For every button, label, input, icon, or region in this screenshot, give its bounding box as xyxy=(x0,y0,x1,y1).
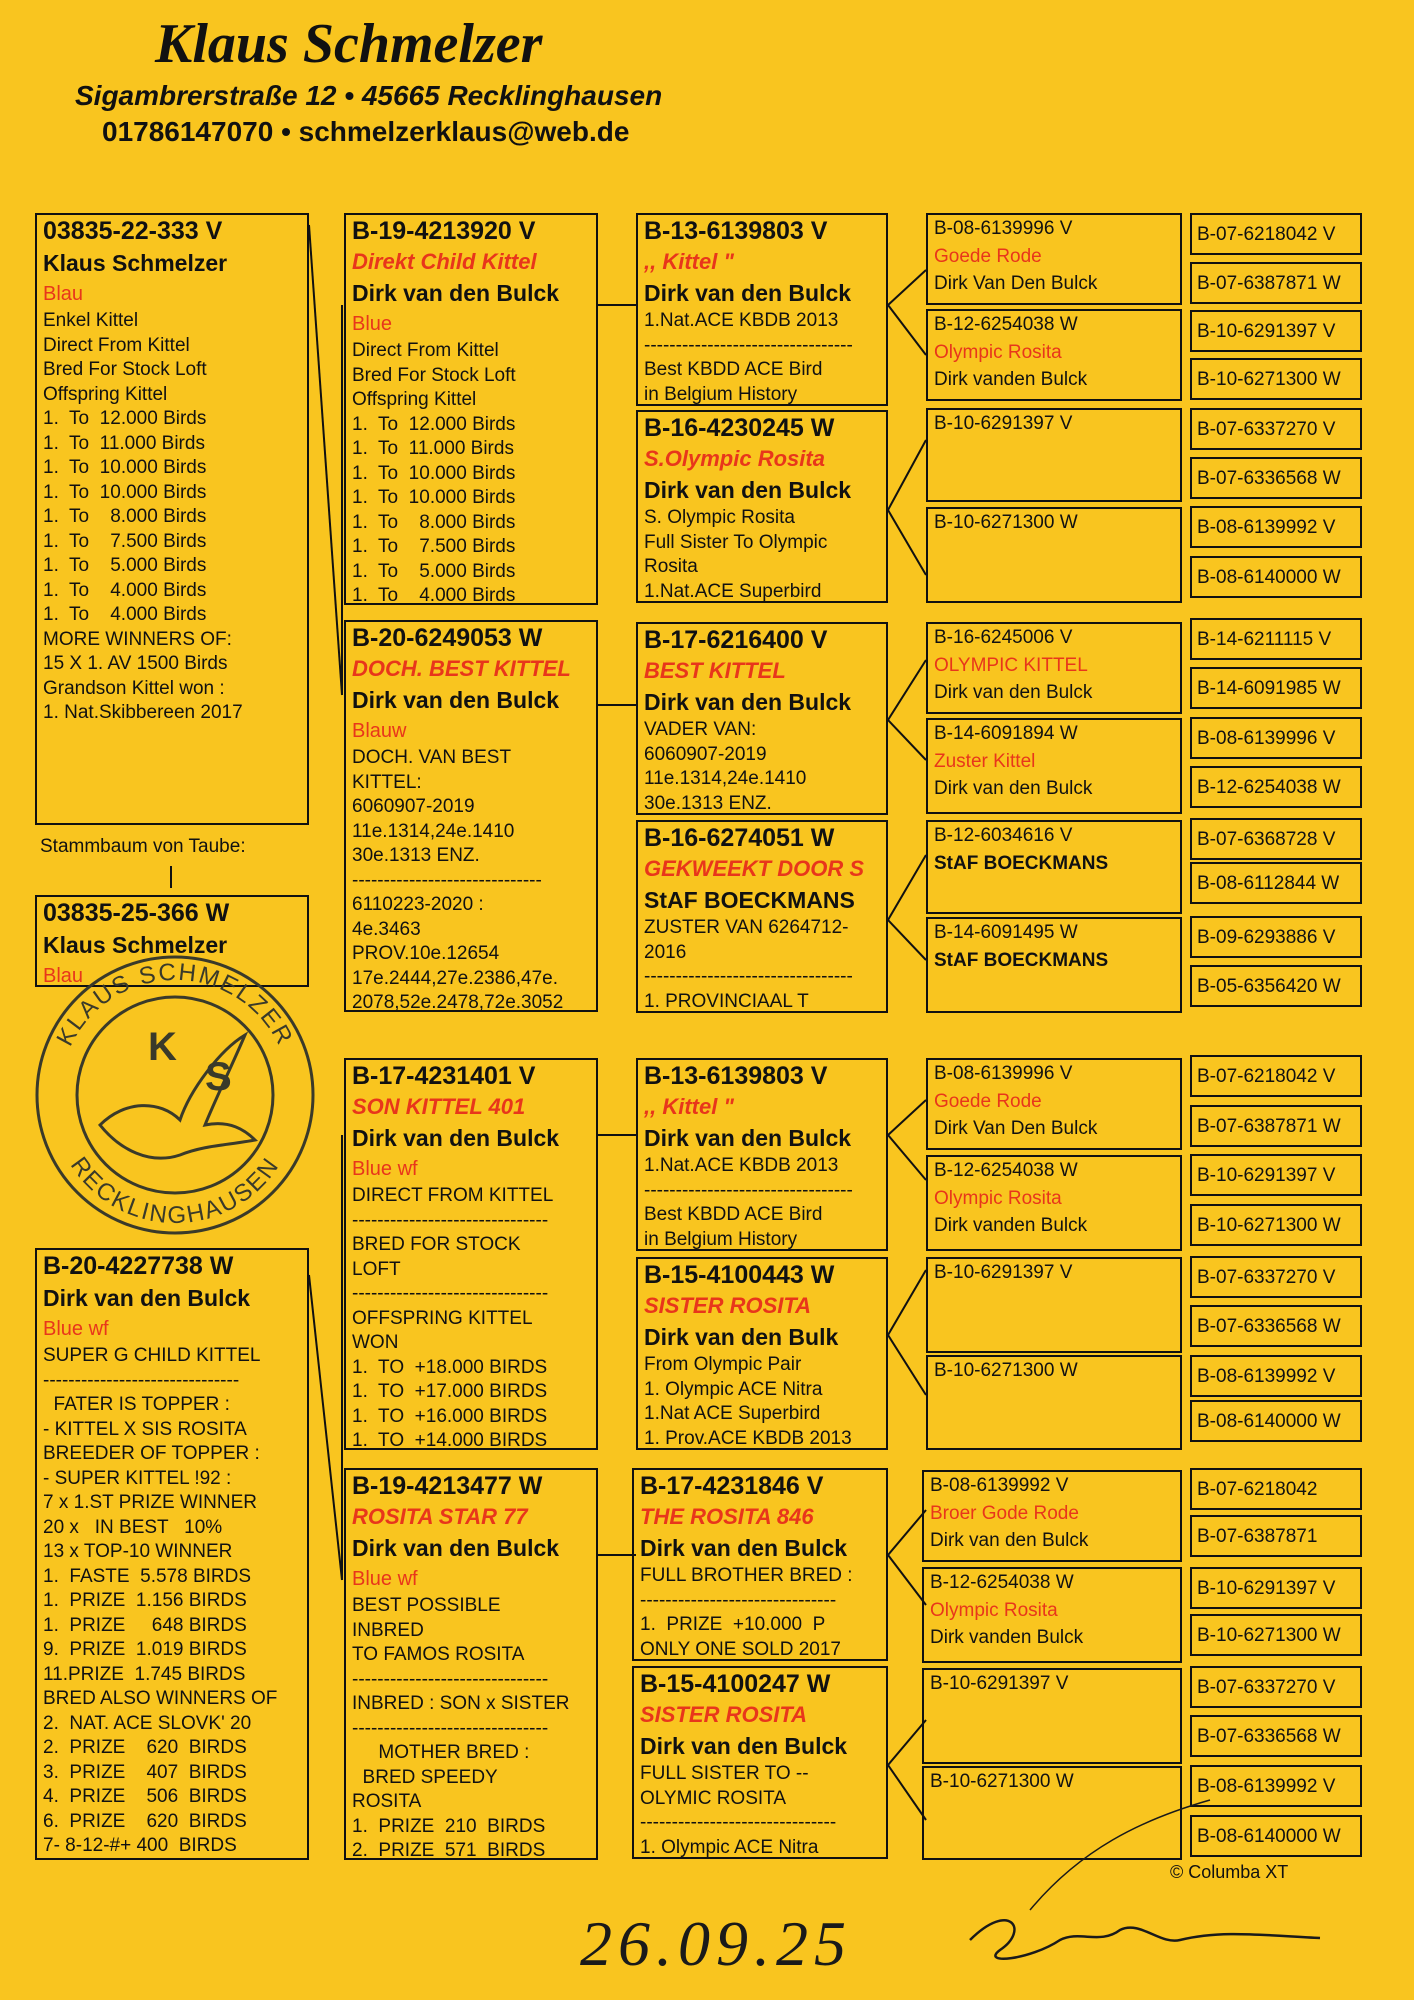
color: Blau xyxy=(43,965,84,987)
info-line: 6. PRIZE 620 BIRDS xyxy=(43,1810,247,1832)
bird-name: DOCH. BEST KITTEL xyxy=(352,656,571,681)
info-line: ZUSTER VAN 6264712- xyxy=(644,917,849,938)
info-line: ------------------------------- xyxy=(43,1369,240,1391)
info-line: INBRED xyxy=(352,1619,424,1641)
info-line: 20 x IN BEST 10% xyxy=(43,1516,223,1538)
breeder-name: Klaus Schmelzer xyxy=(155,13,543,75)
ring-number: B-13-6139803 V xyxy=(644,217,828,245)
signature-date: 26.09.25 xyxy=(580,1908,852,1979)
bird-name: GEKWEEKT DOOR S xyxy=(644,856,865,881)
ring-number: B-10-6291397 V xyxy=(934,413,1073,434)
info-line: TO FAMOS ROSITA xyxy=(352,1644,525,1665)
great-grandparent-box xyxy=(926,1257,1182,1353)
info-line: BREEDER OF TOPPER : xyxy=(43,1443,260,1464)
great-grandparent-box xyxy=(926,507,1182,603)
info-line: Grandson Kittel won : xyxy=(43,677,225,699)
color: Olympic Rosita xyxy=(934,1188,1062,1209)
info-line: 1. To 11.000 Birds xyxy=(352,438,514,459)
ring-number: B-13-6139803 V xyxy=(644,1062,828,1090)
info-line: 2078,52e.2478,72e.3052 xyxy=(352,992,564,1012)
handwritten-signature xyxy=(560,1780,1340,2000)
ancestor-ring: B-07-6336568 W xyxy=(1190,1305,1362,1347)
owner: Dirk vanden Bulck xyxy=(934,1215,1088,1236)
info-line: 1. To 12.000 Birds xyxy=(352,413,516,435)
info-line: 1. To 12.000 Birds xyxy=(43,408,207,429)
bird-name: S.Olympic Rosita xyxy=(644,446,825,471)
info-line: PROV.10e.12654 xyxy=(352,943,500,964)
ancestor-ring: B-08-6140000 W xyxy=(1190,1815,1362,1857)
info-line: 1. TO +14.000 BIRDS xyxy=(352,1430,548,1450)
info-line: Direct From Kittel xyxy=(352,340,499,361)
great-grandparent-box xyxy=(922,1470,1182,1562)
ancestor-ring: B-07-6337270 V xyxy=(1190,408,1362,450)
ring-number: B-10-6271300 W xyxy=(934,512,1078,533)
info-line: 3. PRIZE 407 BIRDS xyxy=(43,1761,247,1783)
ring-number: B-15-4100247 W xyxy=(640,1670,831,1698)
info-line: VADER VAN: xyxy=(644,719,757,740)
ancestor-ring: B-08-6140000 W xyxy=(1190,556,1362,598)
ring-number: B-17-6216400 V xyxy=(644,626,828,654)
pedigree-parent-box xyxy=(344,620,598,1012)
color: Goede Rode xyxy=(934,1091,1042,1112)
ring-number: B-16-4230245 W xyxy=(644,414,835,442)
info-line: 1. PRIZE +10.000 P xyxy=(640,1614,826,1635)
info-line: 9. PRIZE 1.019 BIRDS xyxy=(43,1639,247,1660)
ancestor-ring: B-08-6139992 V xyxy=(1190,1355,1362,1397)
color: Broer Gode Rode xyxy=(930,1503,1079,1524)
owner: Klaus Schmelzer xyxy=(43,932,228,958)
owner: Dirk van den Bulck xyxy=(43,1285,251,1311)
info-line: in Belgium History xyxy=(644,1228,798,1250)
owner: Dirk van den Bulck xyxy=(644,280,852,306)
owner: Dirk Van Den Bulck xyxy=(934,273,1098,294)
info-line: OLYMIC ROSITA xyxy=(640,1787,787,1809)
bird-name: BEST KITTEL xyxy=(644,658,786,683)
bird-name: SON KITTEL 401 xyxy=(352,1094,526,1119)
info-line: --------------------------------- xyxy=(644,966,853,987)
owner: Dirk van den Bulck xyxy=(644,689,852,715)
ancestor-ring: B-09-6293886 V xyxy=(1190,916,1362,958)
info-line: OFFSPRING KITTEL xyxy=(352,1307,533,1329)
owner: Dirk van den Bulck xyxy=(930,1530,1089,1551)
owner: Dirk van den Bulck xyxy=(644,477,852,503)
bird-name: ROSITA STAR 77 xyxy=(352,1504,528,1529)
great-grandparent-box xyxy=(922,1567,1182,1663)
info-line: 1. To 7.500 Birds xyxy=(43,530,207,552)
info-line: 11.PRIZE 1.745 BIRDS xyxy=(43,1663,246,1685)
copyright-notice: © Columba XT xyxy=(1170,1862,1289,1882)
info-line: BRED FOR STOCK xyxy=(352,1234,521,1255)
info-line: 30e.1313 ENZ. xyxy=(644,792,772,814)
info-line: ONLY ONE SOLD 2017 xyxy=(640,1638,842,1660)
info-line: 4. PRIZE 506 BIRDS xyxy=(43,1786,247,1807)
owner: Dirk van den Bulck xyxy=(640,1733,848,1759)
pedigree-parent-box xyxy=(344,213,598,605)
owner: Dirk van den Bulck xyxy=(352,687,560,713)
info-line: 1. PROVINCIAAL T xyxy=(644,990,809,1012)
info-line: 1. PRIZE 210 BIRDS xyxy=(352,1815,546,1837)
bird-name: Direkt Child Kittel xyxy=(352,249,537,274)
info-line: 1.Nat.ACE Superbird xyxy=(644,580,822,602)
info-line: ------------------------------- xyxy=(352,1283,549,1304)
info-line: 1.Nat.ACE KBDB 2013 xyxy=(644,1155,839,1176)
ancestor-ring: B-10-6291397 V xyxy=(1190,1567,1362,1609)
color: OLYMPIC KITTEL xyxy=(934,655,1088,676)
info-line: 1. Olympic ACE Nitra xyxy=(640,1836,819,1858)
info-line: 1. FASTE 5.578 BIRDS xyxy=(43,1565,252,1587)
great-grandparent-box xyxy=(926,718,1182,814)
owner: Dirk van den Bulck xyxy=(352,1535,560,1561)
owner: Dirk van den Bulck xyxy=(644,1125,852,1151)
info-line: ------------------------------- xyxy=(352,1717,549,1739)
info-line: 1. Prov.ACE KBDB 2013 xyxy=(644,1427,852,1449)
great-grandparent-box xyxy=(926,309,1182,401)
ancestor-ring: B-07-6336568 W xyxy=(1190,457,1362,499)
info-line: 11e.1314,24e.1410 xyxy=(352,820,515,842)
ancestor-ring: B-05-6356420 W xyxy=(1190,965,1362,1007)
info-line: Offspring Kittel xyxy=(352,389,477,410)
info-line: WON xyxy=(352,1332,399,1353)
color: Olympic Rosita xyxy=(934,342,1062,363)
ring-number: B-19-4213477 W xyxy=(352,1472,543,1500)
info-line: Best KBDD ACE Bird xyxy=(644,1204,823,1225)
owner: StAF BOECKMANS xyxy=(644,887,855,913)
ring-number: B-16-6245006 V xyxy=(934,627,1073,648)
owner: Klaus Schmelzer xyxy=(43,250,228,276)
info-line: ------------------------------- xyxy=(352,1209,549,1231)
bird-name: SISTER ROSITA xyxy=(640,1702,808,1727)
info-line: ROSITA xyxy=(352,1791,422,1812)
info-line: DIRECT FROM KITTEL xyxy=(352,1185,554,1206)
ring-number: B-17-4231846 V xyxy=(640,1472,824,1500)
pedigree-grandparent-box xyxy=(636,1257,888,1450)
owner: Dirk van den Bulck xyxy=(934,682,1093,703)
info-line: Enkel Kittel xyxy=(43,310,139,331)
seal-letter-k: K xyxy=(148,1025,177,1069)
ring-number: B-08-6139992 V xyxy=(930,1475,1069,1496)
color: Blue wf xyxy=(352,1158,418,1180)
ring-number: B-12-6034616 V xyxy=(934,825,1073,846)
info-line: 2. PRIZE 620 BIRDS xyxy=(43,1737,247,1758)
ancestor-ring: B-08-6140000 W xyxy=(1190,1400,1362,1442)
info-line: 1. TO +16.000 BIRDS xyxy=(352,1405,548,1427)
great-grandparent-box xyxy=(922,1668,1182,1764)
great-grandparent-box xyxy=(926,1058,1182,1150)
ancestor-ring: B-07-6337270 V xyxy=(1190,1666,1362,1708)
info-line: 15 X 1. AV 1500 Birds xyxy=(43,653,228,674)
pedigree-grandparent-box xyxy=(632,1468,888,1661)
color: Zuster Kittel xyxy=(934,751,1036,772)
info-line: Direct From Kittel xyxy=(43,334,190,356)
info-line: --------------------------------- xyxy=(644,1179,853,1201)
color: Goede Rode xyxy=(934,246,1042,267)
info-line: 11e.1314,24e.1410 xyxy=(644,768,807,789)
info-line: KITTEL: xyxy=(352,771,422,793)
seal-bottom-text: RECKLINGHAUSEN xyxy=(65,1152,285,1230)
info-line: 1. To 10.000 Birds xyxy=(43,481,207,503)
pedigree-grandparent-box xyxy=(636,213,888,406)
info-line: 1. To 11.000 Birds xyxy=(43,432,205,454)
ring-number: B-12-6254038 W xyxy=(934,1160,1078,1181)
owner: Dirk vanden Bulck xyxy=(930,1627,1084,1648)
ring-number: B-14-6091894 W xyxy=(934,723,1078,744)
info-line: Bred For Stock Loft xyxy=(352,364,516,386)
great-grandparent-box xyxy=(926,213,1182,305)
ring-number: B-14-6091495 W xyxy=(934,922,1078,943)
info-line: From Olympic Pair xyxy=(644,1354,802,1375)
pedigree-grandparent-box xyxy=(636,622,888,815)
info-line: 30e.1313 ENZ. xyxy=(352,845,480,866)
owner: Dirk van den Bulck xyxy=(934,778,1093,799)
info-line: 1.Nat.ACE KBDB 2013 xyxy=(644,310,839,331)
color: Blue wf xyxy=(352,1568,418,1590)
pedigree-parent-box xyxy=(344,1058,598,1450)
great-grandparent-box xyxy=(926,917,1182,1013)
info-line: 7- 8-12-#+ 400 BIRDS xyxy=(43,1835,237,1856)
ring-number: B-10-6291397 V xyxy=(930,1673,1069,1694)
ancestor-ring: B-07-6218042 V xyxy=(1190,213,1362,255)
stammbaum-label: Stammbaum von Taube: xyxy=(40,836,246,857)
info-line: FULL SISTER TO -- xyxy=(640,1763,809,1784)
ancestor-ring: B-14-6091985 W xyxy=(1190,667,1362,709)
info-line: 1. To 8.000 Birds xyxy=(43,506,207,527)
info-line: INBRED : SON x SISTER xyxy=(352,1693,570,1714)
bird-name: ,, Kittel " xyxy=(644,1094,734,1119)
color: Blue xyxy=(352,313,393,335)
ancestor-ring: B-07-6387871 W xyxy=(1190,262,1362,304)
ancestor-ring: B-07-6387871 W xyxy=(1190,1105,1362,1147)
owner: StAF BOECKMANS xyxy=(934,950,1109,971)
ancestor-ring: B-08-6139992 V xyxy=(1190,506,1362,548)
info-line: ------------------------------ xyxy=(352,869,542,891)
owner: Dirk Van Den Bulck xyxy=(934,1118,1098,1139)
breeder-contact: 01786147070 • schmelzerklaus@web.de xyxy=(102,116,630,147)
ring-number: B-12-6254038 W xyxy=(930,1572,1074,1593)
info-line: 1. TO +17.000 BIRDS xyxy=(352,1381,548,1402)
info-line: MORE WINNERS OF: xyxy=(43,628,232,650)
ring-number: B-20-6249053 W xyxy=(352,624,543,652)
info-line: --------------------------------- xyxy=(644,334,853,356)
info-line: 1. Nat.Skibbereen 2017 xyxy=(43,702,243,723)
info-line: 1. To 4.000 Birds xyxy=(43,604,207,625)
color: Blauw xyxy=(352,720,407,742)
seal-top-text: KLAUS SCHMELZER xyxy=(51,958,299,1051)
ancestor-ring: B-07-6336568 W xyxy=(1190,1715,1362,1757)
color: Olympic Rosita xyxy=(930,1600,1058,1621)
owner: Dirk van den Bulck xyxy=(352,280,560,306)
info-line: 6110223-2020 : xyxy=(352,894,484,915)
info-line: 1. To 10.000 Birds xyxy=(352,462,516,484)
info-line: 1. To 4.000 Birds xyxy=(352,585,516,605)
great-grandparent-box xyxy=(926,622,1182,714)
info-line: BRED SPEEDY xyxy=(352,1766,498,1788)
ancestor-ring: B-08-6112844 W xyxy=(1190,862,1362,904)
ancestor-ring: B-10-6291397 V xyxy=(1190,1154,1362,1196)
ancestor-ring: B-08-6139996 V xyxy=(1190,717,1362,759)
info-line: Best KBDD ACE Bird xyxy=(644,359,823,380)
ancestor-ring: B-10-6271300 W xyxy=(1190,358,1362,400)
ancestor-ring: B-08-6139992 V xyxy=(1190,1765,1362,1807)
info-line: 1. To 10.000 Birds xyxy=(352,487,516,508)
info-line: 1. To 8.000 Birds xyxy=(352,511,516,533)
owner: Dirk van den Bulck xyxy=(640,1535,848,1561)
info-line: DOCH. VAN BEST xyxy=(352,747,512,768)
ring-number: B-19-4213920 V xyxy=(352,217,536,245)
info-line: Rosita xyxy=(644,556,698,577)
seal-letter-s: S xyxy=(205,1055,232,1099)
pedigree-grandparent-box xyxy=(636,820,888,1013)
pedigree-grandparent-box xyxy=(636,1058,888,1251)
info-line: 4e.3463 xyxy=(352,918,421,940)
info-line: 13 x TOP-10 WINNER xyxy=(43,1541,233,1562)
ring-number: B-12-6254038 W xyxy=(934,314,1078,335)
breeder-address: Sigambrerstraße 12 • 45665 Recklinghausen xyxy=(75,80,663,111)
ancestor-ring: B-10-6271300 W xyxy=(1190,1204,1362,1246)
pedigree-grandparent-box xyxy=(636,410,888,603)
ring-number: B-10-6291397 V xyxy=(934,1262,1073,1283)
color: Blue wf xyxy=(43,1318,109,1340)
ring-number: B-10-6271300 W xyxy=(930,1771,1074,1792)
info-line: 1. To 7.500 Birds xyxy=(352,536,516,557)
info-line: 1. TO +18.000 BIRDS xyxy=(352,1356,548,1378)
owner: StAF BOECKMANS xyxy=(934,853,1109,874)
ring-number: B-15-4100443 W xyxy=(644,1261,835,1289)
ring-number: 03835-25-366 W xyxy=(43,899,230,927)
ancestor-ring: B-10-6291397 V xyxy=(1190,310,1362,352)
owner: Dirk van den Bulk xyxy=(644,1324,839,1350)
info-line: 6060907-2019 xyxy=(352,796,475,817)
info-line: 1. To 5.000 Birds xyxy=(43,555,207,576)
ring-number: B-08-6139996 V xyxy=(934,1063,1073,1084)
ring-number: B-16-6274051 W xyxy=(644,824,835,852)
info-line: LOFT xyxy=(352,1258,401,1280)
ancestor-ring: B-07-6368728 V xyxy=(1190,818,1362,860)
great-grandparent-box xyxy=(926,408,1182,502)
ancestor-ring: B-07-6218042 V xyxy=(1190,1055,1362,1097)
info-line: Bred For Stock Loft xyxy=(43,359,207,380)
info-line: 1. To 4.000 Birds xyxy=(43,579,207,601)
bird-name: ,, Kittel " xyxy=(644,249,734,274)
color: Blau xyxy=(43,283,84,305)
ancestor-ring: B-07-6218042 xyxy=(1190,1468,1362,1510)
owner: Dirk vanden Bulck xyxy=(934,369,1088,390)
great-grandparent-box xyxy=(926,1355,1182,1450)
ring-number: B-20-4227738 W xyxy=(43,1252,234,1280)
info-line: - KITTEL X SIS ROSITA xyxy=(43,1418,247,1440)
info-line: Offspring Kittel xyxy=(43,383,168,405)
info-line: 2. NAT. ACE SLOVK' 20 xyxy=(43,1712,252,1734)
ancestor-ring: B-14-6211115 V xyxy=(1190,618,1362,660)
info-line: in Belgium History xyxy=(644,383,798,405)
info-line: Full Sister To Olympic xyxy=(644,531,828,553)
ring-number: B-08-6139996 V xyxy=(934,218,1073,239)
info-line: 17e.2444,27e.2386,47e. xyxy=(352,967,559,989)
info-line: 1. Olympic ACE Nitra xyxy=(644,1378,823,1400)
info-line: SUPER G CHILD KITTEL xyxy=(43,1345,261,1366)
great-grandparent-box xyxy=(926,1155,1182,1251)
info-line: S. Olympic Rosita xyxy=(644,507,795,528)
info-line: 2. PRIZE 571 BIRDS xyxy=(352,1840,546,1860)
info-line: ------------------------------- xyxy=(352,1668,549,1690)
info-line: 1. PRIZE 1.156 BIRDS xyxy=(43,1590,247,1611)
info-line: FATER IS TOPPER : xyxy=(43,1394,230,1415)
info-line: MOTHER BRED : xyxy=(352,1742,530,1763)
info-line: 1. To 5.000 Birds xyxy=(352,560,516,582)
ancestor-ring: B-12-6254038 W xyxy=(1190,766,1362,808)
ring-number: 03835-22-333 V xyxy=(43,217,223,245)
info-line: BEST POSSIBLE xyxy=(352,1595,501,1616)
info-line: ------------------------------- xyxy=(640,1812,837,1833)
info-line: - SUPER KITTEL !92 : xyxy=(43,1467,232,1489)
info-line: BRED ALSO WINNERS OF xyxy=(43,1688,278,1709)
info-line: 1. To 10.000 Birds xyxy=(43,457,207,478)
ring-number: B-17-4231401 V xyxy=(352,1062,536,1090)
info-line: 7 x 1.ST PRIZE WINNER xyxy=(43,1492,257,1513)
info-line: 1. PRIZE 648 BIRDS xyxy=(43,1614,247,1636)
info-line: ------------------------------- xyxy=(640,1589,837,1611)
ancestor-ring: B-07-6337270 V xyxy=(1190,1256,1362,1298)
great-grandparent-box xyxy=(926,820,1182,914)
bird-name: SISTER ROSITA xyxy=(644,1293,812,1318)
info-line: FULL BROTHER BRED : xyxy=(640,1565,853,1586)
info-line: 1.Nat ACE Superbird xyxy=(644,1403,821,1424)
owner: Dirk van den Bulck xyxy=(352,1125,560,1151)
ancestor-ring: B-07-6387871 xyxy=(1190,1515,1362,1557)
info-line: 6060907-2019 xyxy=(644,743,767,765)
bird-name: THE ROSITA 846 xyxy=(640,1504,814,1529)
info-line: 2016 xyxy=(644,941,687,963)
ring-number: B-10-6271300 W xyxy=(934,1360,1078,1381)
ancestor-ring: B-10-6271300 W xyxy=(1190,1614,1362,1656)
